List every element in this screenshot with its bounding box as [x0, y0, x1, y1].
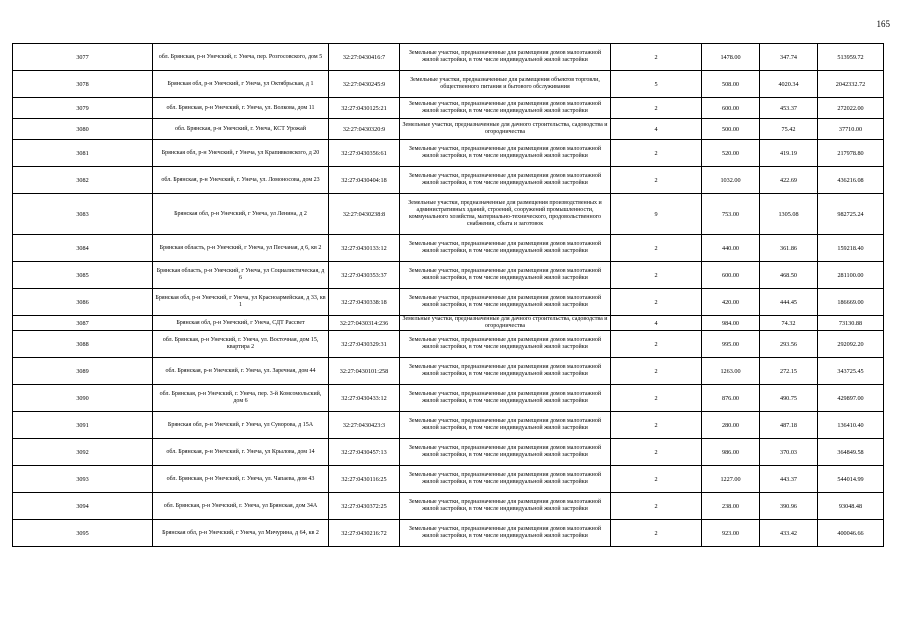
- cadastral-value-cell: 281100.00: [818, 262, 884, 289]
- use-group-cell: 2: [611, 44, 702, 71]
- page-number: 165: [876, 19, 890, 29]
- land-use-cell: Земельные участки, предназначенные для размещения производственных и административных зданий, строений, сооружений промышленности, коммунального хозяйства, материально-технического, продовольственного снабжения, сбыта и заготовок: [400, 194, 611, 235]
- address-cell: обл. Брянская, р-н Унечский, г. Унеча, пер. 3-й Комсомольский, дом 6: [153, 385, 329, 412]
- cadastral-number-cell: 32:27:0430238:8: [329, 194, 400, 235]
- cadastral-number-cell: 32:27:0430245:9: [329, 71, 400, 98]
- area-cell: 1227.00: [702, 466, 760, 493]
- cadastral-number-cell: 32:27:0430423:3: [329, 412, 400, 439]
- use-group-cell: 2: [611, 289, 702, 316]
- area-cell: 986.00: [702, 439, 760, 466]
- cadastral-value-cell: 982725.24: [818, 194, 884, 235]
- land-use-cell: Земельные участки, предназначенные для размещения домов малоэтажной жилой застройки, в том числе индивидуальной жилой застройки: [400, 520, 611, 547]
- land-use-cell: Земельные участки, предназначенные для размещения объектов торговли, общественного питания и бытового обслуживания: [400, 71, 611, 98]
- address-cell: обл. Брянская, р-н Унечский, г. Унеча, ул. Заречная, дом 44: [153, 358, 329, 385]
- row-number-cell: 3089: [13, 358, 153, 385]
- cadastral-value-cell: 400046.66: [818, 520, 884, 547]
- table-row: [13, 358, 884, 385]
- cadastral-number-cell: 32:27:0430133:12: [329, 235, 400, 262]
- specific-value-cell: 1305.08: [760, 194, 818, 235]
- cadastral-value-cell: 436216.08: [818, 167, 884, 194]
- land-use-cell: Земельные участки, предназначенные для размещения домов малоэтажной жилой застройки, в том числе индивидуальной жилой застройки: [400, 167, 611, 194]
- area-cell: 500.00: [702, 119, 760, 140]
- land-register-table: [12, 43, 884, 547]
- address-cell: обл. Брянская, р-н Унечский, г. Унеча, КСТ Урожай: [153, 119, 329, 140]
- specific-value-cell: 444.45: [760, 289, 818, 316]
- area-cell: 753.00: [702, 194, 760, 235]
- row-number-cell: 3081: [13, 140, 153, 167]
- row-number-cell: 3085: [13, 262, 153, 289]
- use-group-cell: 2: [611, 439, 702, 466]
- table-row: [13, 439, 884, 466]
- cadastral-value-cell: 343725.45: [818, 358, 884, 385]
- specific-value-cell: 293.56: [760, 331, 818, 358]
- cadastral-value-cell: 93048.48: [818, 493, 884, 520]
- specific-value-cell: 453.37: [760, 98, 818, 119]
- cadastral-value-cell: 73130.88: [818, 316, 884, 331]
- register-body: [13, 44, 884, 547]
- row-number-cell: 3095: [13, 520, 153, 547]
- area-cell: 600.00: [702, 98, 760, 119]
- cadastral-value-cell: 37710.00: [818, 119, 884, 140]
- row-number-cell: 3086: [13, 289, 153, 316]
- specific-value-cell: 468.50: [760, 262, 818, 289]
- use-group-cell: 5: [611, 71, 702, 98]
- use-group-cell: 2: [611, 140, 702, 167]
- row-number-cell: 3079: [13, 98, 153, 119]
- address-cell: Брянская обл, р-н Унечский, г Унеча, СДТ Рассвет: [153, 316, 329, 331]
- specific-value-cell: 487.18: [760, 412, 818, 439]
- use-group-cell: 2: [611, 385, 702, 412]
- use-group-cell: 2: [611, 412, 702, 439]
- land-use-cell: Земельные участки, предназначенные для размещения домов малоэтажной жилой застройки, в том числе индивидуальной жилой застройки: [400, 44, 611, 71]
- use-group-cell: 2: [611, 235, 702, 262]
- cadastral-number-cell: 32:27:0430216:72: [329, 520, 400, 547]
- row-number-cell: 3078: [13, 71, 153, 98]
- land-use-cell: Земельные участки, предназначенные для размещения домов малоэтажной жилой застройки, в том числе индивидуальной жилой застройки: [400, 493, 611, 520]
- table-row: [13, 466, 884, 493]
- table-row: [13, 44, 884, 71]
- table-row: [13, 235, 884, 262]
- cadastral-value-cell: 2042332.72: [818, 71, 884, 98]
- table-row: [13, 493, 884, 520]
- cadastral-value-cell: 544014.99: [818, 466, 884, 493]
- use-group-cell: 2: [611, 167, 702, 194]
- specific-value-cell: 433.42: [760, 520, 818, 547]
- table-row: [13, 98, 884, 119]
- area-cell: 1032.00: [702, 167, 760, 194]
- table-row: [13, 140, 884, 167]
- table-row: [13, 289, 884, 316]
- area-cell: 984.00: [702, 316, 760, 331]
- row-number-cell: 3088: [13, 331, 153, 358]
- land-use-cell: Земельные участки, предназначенные для дачного строительства, садоводства и огородничества: [400, 316, 611, 331]
- row-number-cell: 3091: [13, 412, 153, 439]
- use-group-cell: 2: [611, 466, 702, 493]
- address-cell: обл. Брянская, р-н Унечский, г. Унеча, ул. Волкова, дом 11: [153, 98, 329, 119]
- cadastral-number-cell: 32:27:0430457:13: [329, 439, 400, 466]
- area-cell: 1263.00: [702, 358, 760, 385]
- table-row: [13, 167, 884, 194]
- cadastral-number-cell: 32:27:0430416:7: [329, 44, 400, 71]
- land-use-cell: Земельные участки, предназначенные для размещения домов малоэтажной жилой застройки, в том числе индивидуальной жилой застройки: [400, 358, 611, 385]
- land-use-cell: Земельные участки, предназначенные для размещения домов малоэтажной жилой застройки, в том числе индивидуальной жилой застройки: [400, 235, 611, 262]
- area-cell: 876.00: [702, 385, 760, 412]
- land-use-cell: Земельные участки, предназначенные для дачного строительства, садоводства и огородничества: [400, 119, 611, 140]
- row-number-cell: 3077: [13, 44, 153, 71]
- use-group-cell: 4: [611, 316, 702, 331]
- table-row: [13, 119, 884, 140]
- address-cell: Брянская обл, р-н Унечский, г Унеча, ул Мичурина, д 64, кв 2: [153, 520, 329, 547]
- land-use-cell: Земельные участки, предназначенные для размещения домов малоэтажной жилой застройки, в том числе индивидуальной жилой застройки: [400, 140, 611, 167]
- specific-value-cell: 390.96: [760, 493, 818, 520]
- cadastral-number-cell: 32:27:0430125:21: [329, 98, 400, 119]
- row-number-cell: 3090: [13, 385, 153, 412]
- cadastral-number-cell: 32:27:0430320:9: [329, 119, 400, 140]
- land-use-cell: Земельные участки, предназначенные для размещения домов малоэтажной жилой застройки, в том числе индивидуальной жилой застройки: [400, 466, 611, 493]
- row-number-cell: 3083: [13, 194, 153, 235]
- address-cell: Брянская область, р-н Унечский, г Унеча, ул Песчаная, д 6, кв 2: [153, 235, 329, 262]
- row-number-cell: 3092: [13, 439, 153, 466]
- row-number-cell: 3080: [13, 119, 153, 140]
- specific-value-cell: 443.37: [760, 466, 818, 493]
- cadastral-value-cell: 136410.40: [818, 412, 884, 439]
- specific-value-cell: 419.19: [760, 140, 818, 167]
- land-use-cell: Земельные участки, предназначенные для размещения домов малоэтажной жилой застройки, в том числе индивидуальной жилой застройки: [400, 439, 611, 466]
- table-row: [13, 194, 884, 235]
- table-row: [13, 316, 884, 331]
- specific-value-cell: 74.32: [760, 316, 818, 331]
- row-number-cell: 3087: [13, 316, 153, 331]
- land-use-cell: Земельные участки, предназначенные для размещения домов малоэтажной жилой застройки, в том числе индивидуальной жилой застройки: [400, 385, 611, 412]
- area-cell: 420.00: [702, 289, 760, 316]
- address-cell: обл. Брянская, р-н Унечский, г. Унеча, ул Крылова, дом 14: [153, 439, 329, 466]
- area-cell: 520.00: [702, 140, 760, 167]
- cadastral-value-cell: 159218.40: [818, 235, 884, 262]
- area-cell: 995.00: [702, 331, 760, 358]
- address-cell: обл. Брянская, р-н Унечский, г. Унеча, пер. Розгосовского, дом 5: [153, 44, 329, 71]
- use-group-cell: 2: [611, 358, 702, 385]
- specific-value-cell: 490.75: [760, 385, 818, 412]
- area-cell: 280.00: [702, 412, 760, 439]
- area-cell: 923.00: [702, 520, 760, 547]
- address-cell: обл. Брянская, р-н Унечский, г. Унеча, ул Брянская, дом 34А: [153, 493, 329, 520]
- cadastral-value-cell: 272022.00: [818, 98, 884, 119]
- row-number-cell: 3093: [13, 466, 153, 493]
- cadastral-number-cell: 32:27:0430353:37: [329, 262, 400, 289]
- address-cell: Брянская обл, р-н Унечский, г Унеча, ул Суворова, д 15А: [153, 412, 329, 439]
- address-cell: обл. Брянская, р-н Унечский, г. Унеча, ул. Ломоносова, дом 23: [153, 167, 329, 194]
- table-row: [13, 520, 884, 547]
- table-row: [13, 262, 884, 289]
- use-group-cell: 2: [611, 262, 702, 289]
- land-use-cell: Земельные участки, предназначенные для размещения домов малоэтажной жилой застройки, в том числе индивидуальной жилой застройки: [400, 98, 611, 119]
- cadastral-number-cell: 32:27:0430329:31: [329, 331, 400, 358]
- row-number-cell: 3082: [13, 167, 153, 194]
- cadastral-number-cell: 32:27:0430372:25: [329, 493, 400, 520]
- specific-value-cell: 361.86: [760, 235, 818, 262]
- address-cell: обл. Брянская, р-н Унечский, г. Унеча, ул. Чапаева, дом 43: [153, 466, 329, 493]
- specific-value-cell: 75.42: [760, 119, 818, 140]
- address-cell: Брянская область, р-н Унечский, г Унеча, ул Социалистическая, д 6: [153, 262, 329, 289]
- specific-value-cell: 4020.34: [760, 71, 818, 98]
- cadastral-number-cell: 32:27:0430433:12: [329, 385, 400, 412]
- area-cell: 440.00: [702, 235, 760, 262]
- row-number-cell: 3094: [13, 493, 153, 520]
- area-cell: 238.00: [702, 493, 760, 520]
- use-group-cell: 2: [611, 98, 702, 119]
- use-group-cell: 2: [611, 331, 702, 358]
- cadastral-number-cell: 32:27:0430101:258: [329, 358, 400, 385]
- area-cell: 508.00: [702, 71, 760, 98]
- area-cell: 1478.00: [702, 44, 760, 71]
- specific-value-cell: 347.74: [760, 44, 818, 71]
- address-cell: Брянская обл, р-н Унечский, г Унеча, ул Красноармейская, д 33, кв 1: [153, 289, 329, 316]
- cadastral-value-cell: 513959.72: [818, 44, 884, 71]
- row-number-cell: 3084: [13, 235, 153, 262]
- address-cell: Брянская обл, р-н Унечский, г Унеча, ул Крапивковского, д 20: [153, 140, 329, 167]
- specific-value-cell: 370.03: [760, 439, 818, 466]
- cadastral-number-cell: 32:27:0430338:18: [329, 289, 400, 316]
- cadastral-value-cell: 364849.58: [818, 439, 884, 466]
- cadastral-value-cell: 429897.00: [818, 385, 884, 412]
- use-group-cell: 2: [611, 493, 702, 520]
- cadastral-number-cell: 32:27:0430116:25: [329, 466, 400, 493]
- use-group-cell: 9: [611, 194, 702, 235]
- table-row: [13, 331, 884, 358]
- specific-value-cell: 272.15: [760, 358, 818, 385]
- cadastral-value-cell: 217978.80: [818, 140, 884, 167]
- address-cell: обл. Брянская, р-н Унечский, г. Унеча, ул. Восточная, дом 15, квартира 2: [153, 331, 329, 358]
- land-use-cell: Земельные участки, предназначенные для размещения домов малоэтажной жилой застройки, в том числе индивидуальной жилой застройки: [400, 412, 611, 439]
- land-use-cell: Земельные участки, предназначенные для размещения домов малоэтажной жилой застройки, в том числе индивидуальной жилой застройки: [400, 331, 611, 358]
- table-row: [13, 412, 884, 439]
- land-use-cell: Земельные участки, предназначенные для размещения домов малоэтажной жилой застройки, в том числе индивидуальной жилой застройки: [400, 289, 611, 316]
- cadastral-number-cell: 32:27:0430404:18: [329, 167, 400, 194]
- land-use-cell: Земельные участки, предназначенные для размещения домов малоэтажной жилой застройки, в том числе индивидуальной жилой застройки: [400, 262, 611, 289]
- cadastral-value-cell: 186669.00: [818, 289, 884, 316]
- cadastral-value-cell: 292092.20: [818, 331, 884, 358]
- area-cell: 600.00: [702, 262, 760, 289]
- table-row: [13, 71, 884, 98]
- cadastral-number-cell: 32:27:0430314:236: [329, 316, 400, 331]
- use-group-cell: 4: [611, 119, 702, 140]
- specific-value-cell: 422.69: [760, 167, 818, 194]
- address-cell: Брянская обл, р-н Унечский, г Унеча, ул Октябрьская, д 1: [153, 71, 329, 98]
- use-group-cell: 2: [611, 520, 702, 547]
- address-cell: Брянская обл, р-н Унечский, г Унеча, ул Ленина, д 2: [153, 194, 329, 235]
- table-row: [13, 385, 884, 412]
- cadastral-number-cell: 32:27:0430356:61: [329, 140, 400, 167]
